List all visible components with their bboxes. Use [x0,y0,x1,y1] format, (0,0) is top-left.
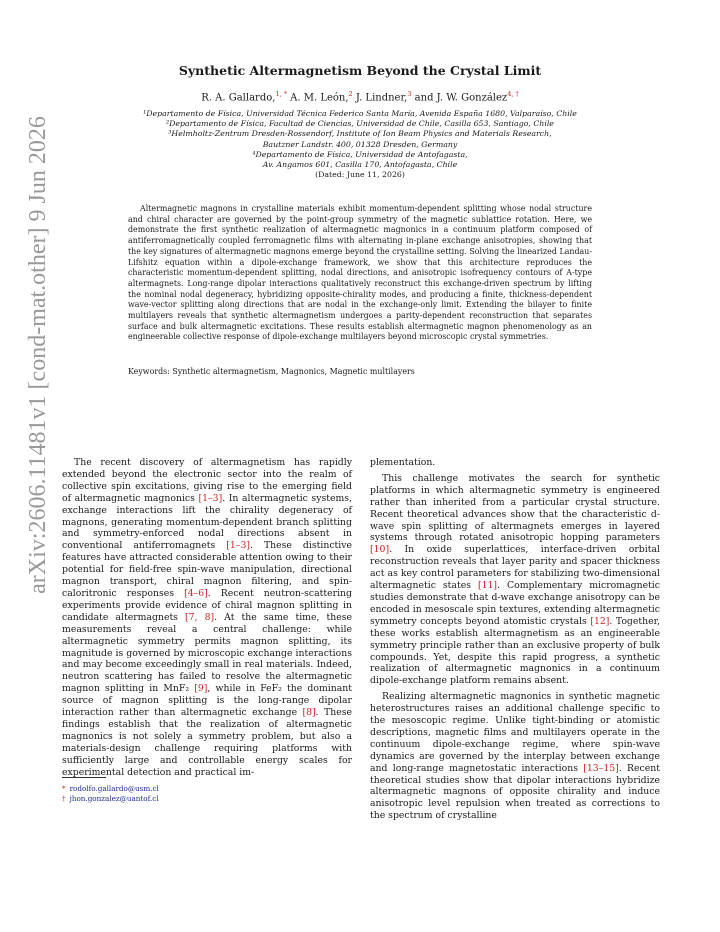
body-text: . Recent theoretical studies show that dipolar interactions hybridize altermagnetic magnons of opposite chirality and induce anisotropic level repulsion when treated as corrections to the spectrum of crystalline [370,762,660,822]
abstract: Altermagnetic magnons in crystalline materials exhibit momentum-dependent splitting whose nodal structure and chiral character are governed by the point-group symmetry of the magnetic sublattice rotation. Here, we demonstrate the first synthetic realization of altermagnetic magnonics in a continuum platform composed of antiferromagnetically coupled ferromagnetic films with alternating in-plane exchange anisotropies, showing that the key signatures of altermagnetic magnons emerge beyond the crystalline setting. Solving the linearized Landau-Lifshitz equation within a dipole-exchange framework, we show that this architecture reproduces the characteristic momentum-dependent splitting, nodal directions, and anisotropic isofrequency contours of A-type altermagnets. Long-range dipolar interactions qualitatively reconstruct this exchange-driven spectrum by lifting the nominal nodal degeneracy, hybridizing opposite-chirality modes, and producing a finite, thickness-dependent wave-vector splitting along directions that are nodal in the exchange-only limit. Extending the bilayer to finite multilayers reveals that synthetic altermagnetism undergoes a parity-dependent reconstruction that separates surface and bulk altermagnetic excitations. These results establish altermagnetic magnon phenomenology as an engineerable collective response of dipole-exchange multilayers beyond microscopic crystal symmetries. [128,204,592,342]
author-affil-mark: 2 [348,90,353,98]
body-paragraph [370,691,660,822]
body-text: Realizing altermagnetic magnonics in synthetic magnetic heterostructures raises an additional challenge specific to the mesoscopic regime. Unlike tight-binding or atomistic descriptions, magnetic films and multilayers operate in the continuum dipole-exchange regime, where spin-wave dynamics are governed by the interplay between exchange and long-range magnetostatic interactions [370,691,660,774]
body-column-left [62,457,352,778]
body-text: . Recent neutron-scattering experiments provide evidence of chiral magnon splitting in candidate altermagnets [62,587,352,623]
body-text: . These findings establish that the realization of altermagnetic magnonics is not solely a symmetry problem, but also a materials-design challenge requiring platforms with sufficiently large and controllable energy scales for experimental detection and practical im- [62,707,353,778]
body-text: . In altermagnetic systems, exchange interactions lift the chirality degeneracy of magnons, generating momentum-dependent branch splitting and symmetry-enforced nodal directions absent in conventional antiferromagnets [62,492,353,552]
author-affil-mark: 4, † [507,90,519,98]
body-text: . These distinctive features have attracted considerable attention owing to their potential for field-free spin-wave manipulation, directional magnon transport, chiral magnon filtering, and spin-caloritronic responses [62,540,352,599]
citation-link[interactable]: [12] [590,615,610,627]
citation-link[interactable]: [10] [370,544,390,556]
author-affil-mark: 1, * [275,90,287,98]
affiliation-line: Av. Angamos 601, Casilla 170, Antofagasta, Chile [262,160,458,170]
body-paragraph-continued: plementation. [370,457,436,468]
body-text: . At the same time, these measurements reveal a central challenge: while altermagnetic symmetry permits magnon splitting, its magnitude is governed by microscopic exchange interactions and may become exceedingly small in real materials. Indeed, neutron scattering has failed to resolve the altermagnetic magnon splitting in MnF₂ [62,611,352,695]
body-text: This challenge motivates the search for synthetic platforms in which altermagnetic symmetry is engineered rather than inherited from a particular crystal structure. Recent theoretical advances show that the characteristic d-wave spin splitting of altermagnets emerges in layered systems through rotated anisotropic hopping parameters [370,472,660,544]
footnote [62,794,159,803]
affiliations [0,109,720,180]
affiliation-line: ²Departamento de Física, Facultad de Ciencias, Universidad de Chile, Casilla 653, Santiago, Chile [166,119,554,129]
citation-link[interactable]: [8] [302,707,316,719]
body-paragraph [62,457,352,778]
author-name: and J. W. González [414,92,508,104]
citation-link[interactable]: [9] [194,683,208,695]
citation-link[interactable]: [7, 8] [185,611,215,623]
body-text: . Complementary micromagnetic studies demonstrate that d-wave exchange anisotropy can be encoded in mesoscale spin textures, extending altermagnetic symmetry concepts beyond atomistic crystals [370,580,660,627]
citation-link[interactable]: [13–15] [583,762,619,774]
body-column-right [370,457,660,822]
footnote-mark: * [62,784,66,793]
affiliation-line: ⁴Departamento de Física, Universidad de Antofagasta, [252,149,468,159]
arxiv-identifier: arXiv:2606.11481v1 [cond-mat.other] 9 Jun 2026 [25,116,51,594]
footnote-separator [62,777,106,778]
date-line: (Dated: June 11, 2026) [315,170,405,180]
body-paragraph [370,473,660,687]
author-list [0,90,720,103]
footnote-mark: † [62,794,66,803]
citation-link[interactable]: [11] [477,580,498,592]
email-link[interactable]: rodolfo.gallardo@usm.cl [69,784,159,793]
affiliation-line: ¹Departamento de Física, Universidad Técnica Federico Santa María, Avenida España 1680, Valparaíso, Chile [143,109,577,118]
paper-title: Synthetic Altermagnetism Beyond the Crystal Limit [178,63,542,78]
citation-link[interactable]: [1–3] [198,492,223,504]
author-name: R. A. Gallardo, [201,92,276,104]
email-link[interactable]: jhon.gonzalez@uantof.cl [69,794,159,803]
author-name: A. M. León, [290,92,349,104]
body-text: . Together, these works establish altermagnetism as an engineerable symmetry principle rather than an exclusive property of bulk compounds. Yet, despite this rapid progress, a synthetic realization of altermagnetic magnonics in a continuum dipole-exchange platform remains absent. [370,615,660,687]
author-name: J. Lindner, [355,92,408,104]
body-text: The recent discovery of altermagnetism has rapidly extended beyond the electronic sector into the realm of collective spin excitations, giving rise to the emerging field of altermagnetic magnonics [62,457,352,504]
footnote [62,784,159,793]
affiliation-line: Bautzner Landstr. 400, 01328 Dresden, Germany [262,139,458,149]
keywords: Keywords: Synthetic altermagnetism, Magnonics, Magnetic multilayers [128,367,415,376]
body-text: . In oxide superlattices, interface-driven orbital reconstruction reveals that layer parity and spacer thickness act as key control parameters for stabilizing two-dimensional altermagnetic states [370,544,660,592]
citation-link[interactable]: [1–3] [226,540,251,552]
author-affil-mark: 3 [407,90,412,98]
affiliation-line: ³Helmholtz-Zentrum Dresden-Rossendorf, Institute of Ion Beam Physics and Materials Research, [168,129,552,139]
citation-link[interactable]: [4–6] [184,587,208,599]
body-text: , while in FeF₂ the dominant source of magnon splitting is the long-range dipolar interaction rather than altermagnetic exchange [62,683,352,719]
